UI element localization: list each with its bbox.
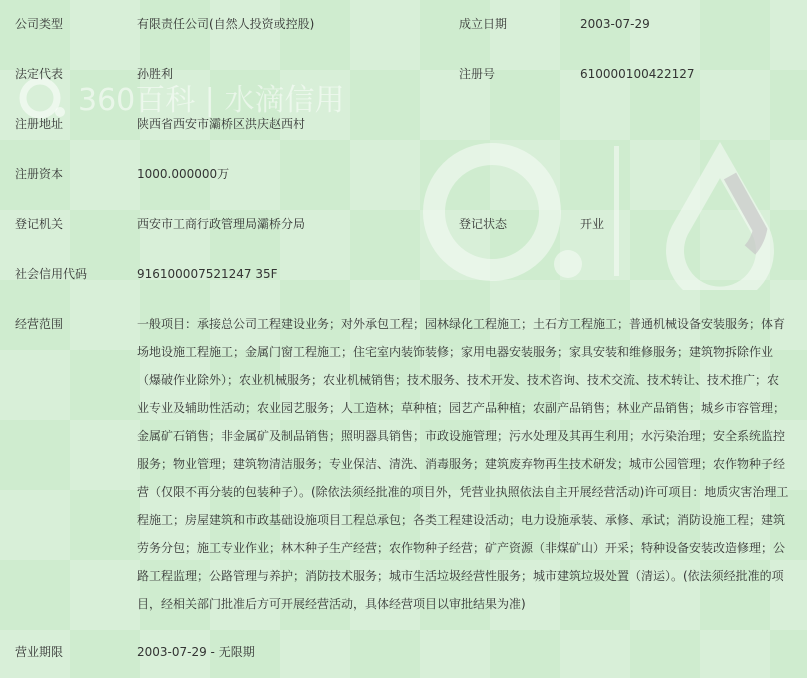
value-credit-code: 916100007521247 35F [137, 267, 278, 281]
watermark-text: 360百科 | 水滴信用 [78, 83, 345, 118]
value-business-term: 2003-07-29 - 无限期 [137, 645, 255, 659]
value-founded: 2003-07-29 [580, 17, 650, 31]
label-credit-code: 社会信用代码 [15, 267, 88, 281]
label-reg-authority: 登记机关 [15, 217, 64, 231]
value-company-type: 有限责任公司(自然人投资或控股) [137, 17, 315, 31]
label-reg-no: 注册号 [459, 67, 496, 81]
label-company-type: 公司类型 [15, 17, 64, 31]
value-legal-rep: 孙胜利 [137, 67, 174, 81]
label-founded: 成立日期 [459, 17, 508, 31]
label-legal-rep: 法定代表 [15, 67, 64, 81]
value-reg-no: 610000100422127 [580, 67, 695, 81]
label-reg-address: 注册地址 [15, 117, 64, 131]
value-reg-authority: 西安市工商行政管理局灞桥分局 [137, 217, 306, 231]
value-reg-status: 开业 [580, 217, 605, 231]
value-reg-address: 陕西省西安市灞桥区洪庆赵西村 [137, 117, 306, 131]
value-reg-capital: 1000.000000万 [137, 167, 230, 181]
value-business-scope: 一般项目：承接总公司工程建设业务；对外承包工程；园林绿化工程施工；土石方工程施工；普通机械设备安装服务；体育场地设施工程施工；金属门窗工程施工；住宅室内装饰装修；家用电器安装服务；家具安装和维修服务；建筑物拆除作业（爆破作业除外）；农业机械服务；农业机械销售；技术服务、技术开发、技术咨询、技术交流、技术转让、技术推广；农业专业及辅助性活动；农业园艺服务；人工造林；草种植；园艺产品种植；农副产品销售；林业产品销售；城乡市容管理；金属矿石销售；非金属矿及制品销售；照明器具销售；市政设施管理；污水处理及其再生利用；水污染治理；安全系统监控服务；物业管理；建筑物清洁服务；专业保洁、清洗、消毒服务；建筑废弃物再生技术研发；城市公园管理；农作物种子经营（仅限不再分装的包装种子）。(除依法须经批准的项目外，凭营业执照依法自主开展经营活动)许可项目：地质灾害治理工程施工；房屋建筑和市政基础设施项目工程总承包；各类工程建设活动；电力设施承装、承修、承试；消防设施工程；建筑劳务分包；施工专业作业；林木种子生产经营；农作物种子经营；矿产资源（非煤矿山）开采；特种设备安装改造修理；公路工程监理；公路管理与养护；消防技术服务；城市生活垃圾经营性服务；城市建筑垃圾处置（清运）。(依法须经批准的项目，经相关部门批准后方可开展经营活动，具体经营项目以审批结果为准) [137, 317, 789, 611]
label-reg-status: 登记状态 [459, 217, 508, 231]
label-business-scope: 经营范围 [15, 317, 64, 331]
label-reg-capital: 注册资本 [15, 167, 64, 181]
label-business-term: 营业期限 [15, 645, 64, 659]
